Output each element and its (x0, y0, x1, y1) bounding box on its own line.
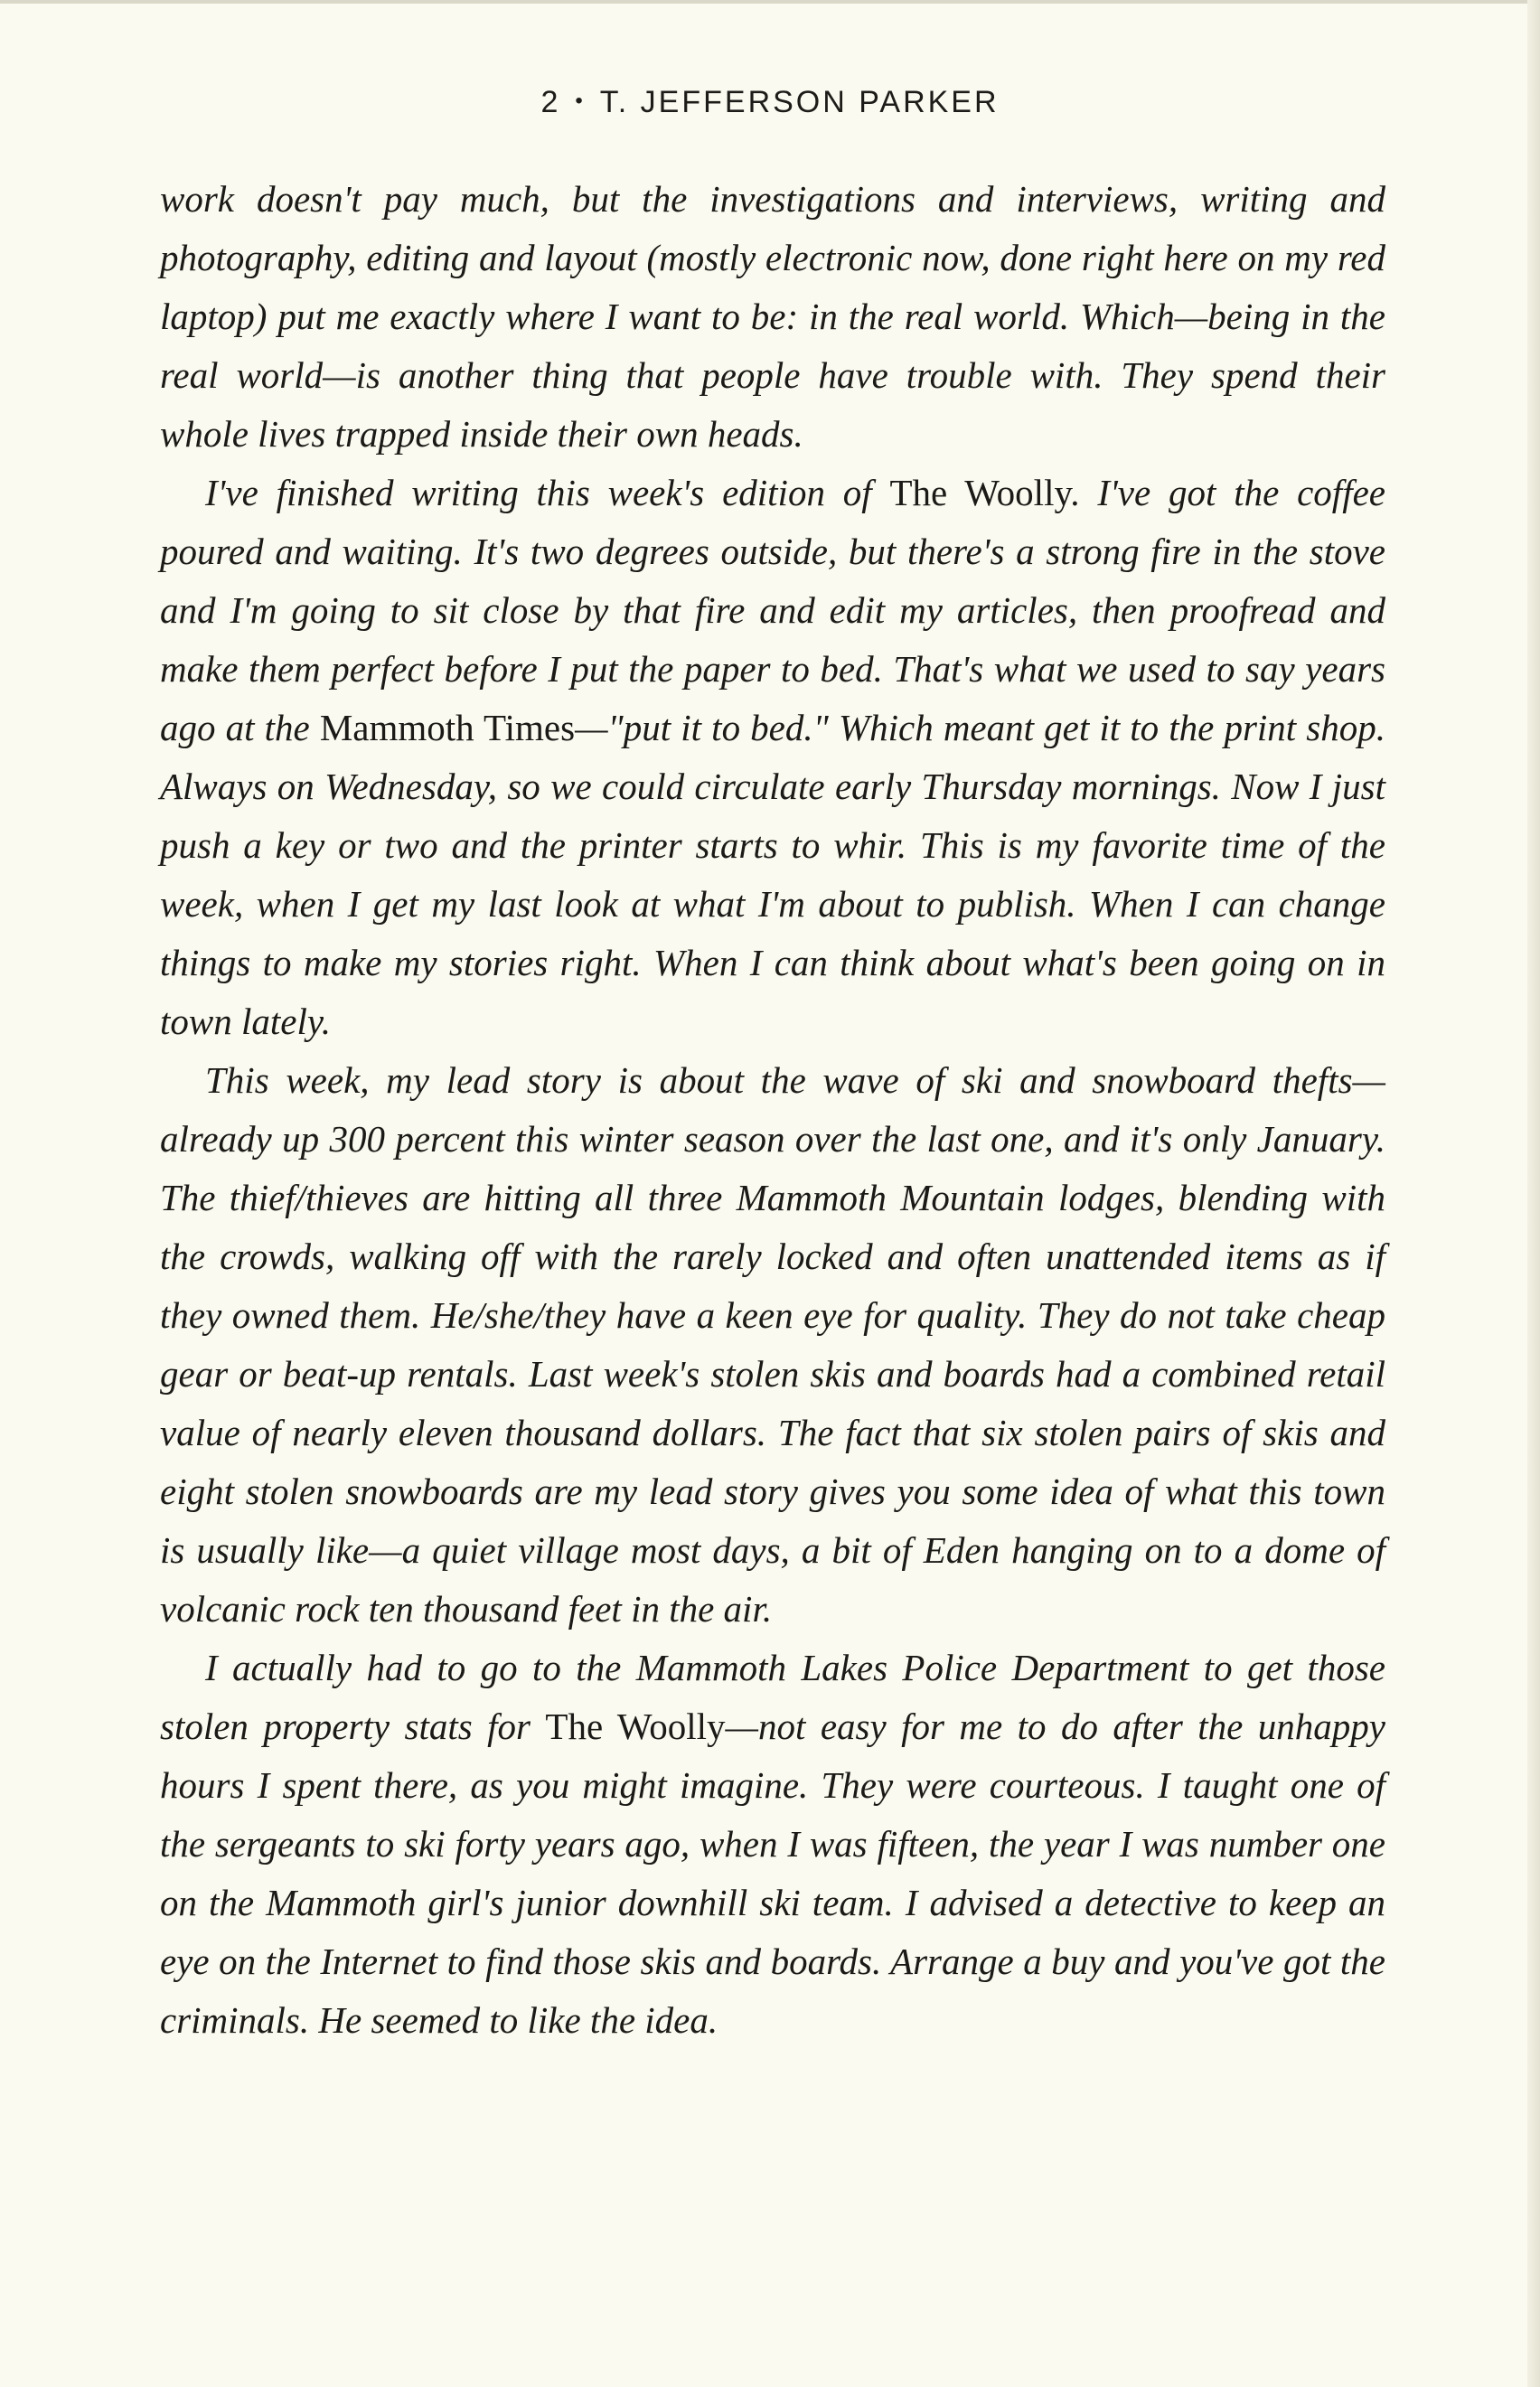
paragraph-3-text: This week, my lead story is about the wave of ski and snowboard thefts—already up 300 percent this winter season over the last one, and it's only January. The thief/thieves are hitting all three Mammoth Mountain lodges, blending with the crowds, walking off with the rarely locked and often unattended items as if they owned them. He/she/they have a keen eye for quality. They do not take cheap gear or beat-up rentals. Last week's stolen skis and boards had a combined retail value of nearly eleven thousand dollars. The fact that six stolen pairs of skis and eight stolen snowboards are my lead story gives you some idea of what this town is usually like—a quiet village most days, a bit of Eden hanging on to a dome of volcanic rock ten thousand feet in the air. (160, 1059, 1385, 1630)
paragraph-4 (160, 1639, 1385, 2050)
newspaper-title-woolly: The Woolly. (889, 472, 1080, 513)
paragraph-2-text-c: —"put it to bed." Which meant get it to the print shop. Always on Wednesday, so we could circulate early Thursday mornings. Now I just push a key or two and the printer starts to whir. This is my favorite time of the week, when I get my last look at what I'm about to publish. When I can change things to make my stories right. When I can think about what's been going on in town lately. (160, 707, 1386, 1042)
body-text (160, 170, 1385, 2050)
paragraph-4-text-a: I actually had to go to the Mammoth Lakes Police Department to get those stolen property stats for (160, 1647, 1385, 1747)
newspaper-title-mammoth-times: Mammoth Times (319, 707, 576, 748)
page-top-edge (0, 0, 1540, 4)
newspaper-title-woolly-2: The Woolly (545, 1706, 726, 1747)
page-right-edge (1527, 0, 1540, 2387)
author-name: T. JEFFERSON PARKER (599, 85, 1000, 119)
running-head (0, 85, 1540, 120)
paragraph-1-text: work doesn't pay much, but the investigations and interviews, writing and photography, editing and layout (mostly electronic now, done right here on my red laptop) put me exactly where I want to be: in the real world. Which—being in the real world—is another thing that people have trouble with. They spend their whole lives trapped inside their own heads. (160, 178, 1385, 455)
paragraph-1 (160, 170, 1385, 464)
running-head-separator: • (575, 89, 586, 114)
paragraph-3 (160, 1051, 1385, 1639)
page-number: 2 (540, 85, 561, 119)
paragraph-2-text-a: I've finished writing this week's edition of (205, 472, 890, 513)
paragraph-4-text-b: —not easy for me to do after the unhappy hours I spent there, as you might imagine. They were courteous. I taught one of the sergeants to ski forty years ago, when I was fifteen, the year I was number one on the Mammoth girl's junior downhill ski team. I advised a detective to keep an eye on the Internet to find those skis and boards. Arrange a buy and you've got the criminals. He seemed to like the idea. (160, 1706, 1386, 2041)
paragraph-2-text-b: I've got the coffee poured and waiting. It's two degrees outside, but there's a strong fire in the stove and I'm going to sit close by that fire and edit my articles, then proofread and make them perfect before I put the paper to bed. That's what we used to say years ago at the (160, 472, 1385, 748)
paragraph-2 (160, 464, 1385, 1051)
